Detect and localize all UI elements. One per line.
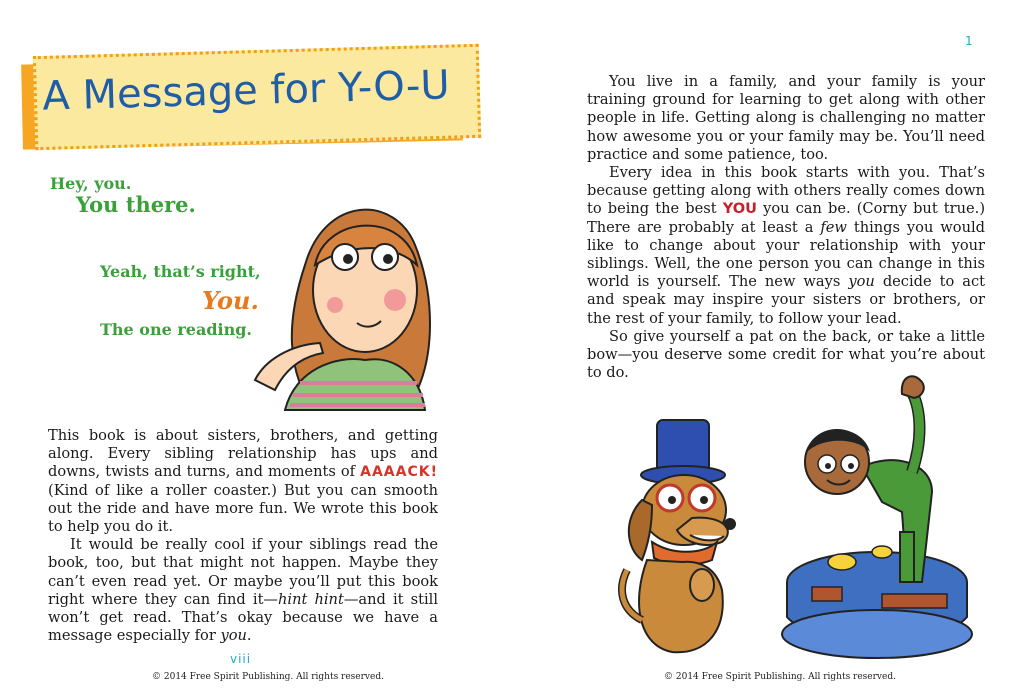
girl-pointing-illustration [245, 195, 455, 410]
page-number-left: viii [230, 652, 252, 666]
intro-line-1: Hey, you. [50, 174, 132, 193]
copyright-left: © 2014 Free Spirit Publishing. All rights reserved. [152, 672, 384, 682]
title-banner [22, 50, 470, 150]
left-body-text [48, 427, 438, 645]
text-segment: decide to act and speak may inspire your sisters or brothers, or the rest of your family, to follow your lead. [587, 273, 985, 327]
right-paragraph-1: You live in a family, and your family is your training ground for learning to get along with other people in life. Getting along is challenging no matter how awesome you or your family may be. You’ll need practice and some patience, too. [587, 73, 985, 163]
boy-bowing-on-pedestal-illustration [782, 372, 1002, 662]
text-segment: It would be really cool if your siblings read the book, too, but that might not happen. Maybe they can’t even read yet. Or maybe you’ll put this book right where they can find it— [48, 536, 438, 608]
you-emphasis: YOU [722, 200, 757, 218]
italic-hint: hint hint [278, 590, 344, 608]
copyright-right: © 2014 Free Spirit Publishing. All rights reserved. [664, 672, 896, 682]
intro-line-2: You there. [76, 192, 196, 217]
text-segment: —and it still won’t get read. That’s okay because we have a message especially for [48, 590, 438, 645]
text-segment: you can be. (Corny but true.) There are probably at least a [587, 200, 986, 236]
text-segment: Every idea in this book starts with you. That’s because getting along with others really comes down to being the best [587, 164, 985, 218]
right-paragraph-3: So give yourself a pat on the back, or take a little bow—you deserve some credit for what you’re about to do. [587, 327, 985, 382]
dog-in-top-hat-illustration [612, 420, 762, 655]
italic-you: you [220, 627, 247, 645]
text-segment: . [246, 627, 252, 645]
text-segment: (Kind of like a roller coaster.) But you can smooth out the ride and have more fun. We wrote this book to help you do it. [48, 481, 438, 536]
right-page [512, 0, 1024, 699]
italic-few: few [820, 218, 847, 236]
page-title: A Message for Y-O-U [41, 62, 451, 120]
left-paragraph-1 [48, 427, 438, 536]
right-body-text [587, 73, 985, 382]
aaack-exclamation: AAAACK! [360, 464, 438, 481]
intro-line-5: The one reading. [100, 320, 252, 339]
intro-line-3: Yeah, that’s right, [100, 262, 261, 281]
right-paragraph-2 [587, 164, 985, 328]
intro-line-4: You. [202, 286, 259, 315]
page-number-right: 1 [965, 34, 973, 48]
italic-you: you [848, 273, 875, 291]
text-segment: things you would like to change about your relationship with your siblings. Well, the one person you can change in this world is yourself. The new ways [587, 218, 985, 291]
left-paragraph-2 [48, 536, 438, 645]
text-segment: This book is about sisters, brothers, and getting along. Every sibling relationship has ups and downs, twists and turns, and moments of [48, 427, 438, 481]
